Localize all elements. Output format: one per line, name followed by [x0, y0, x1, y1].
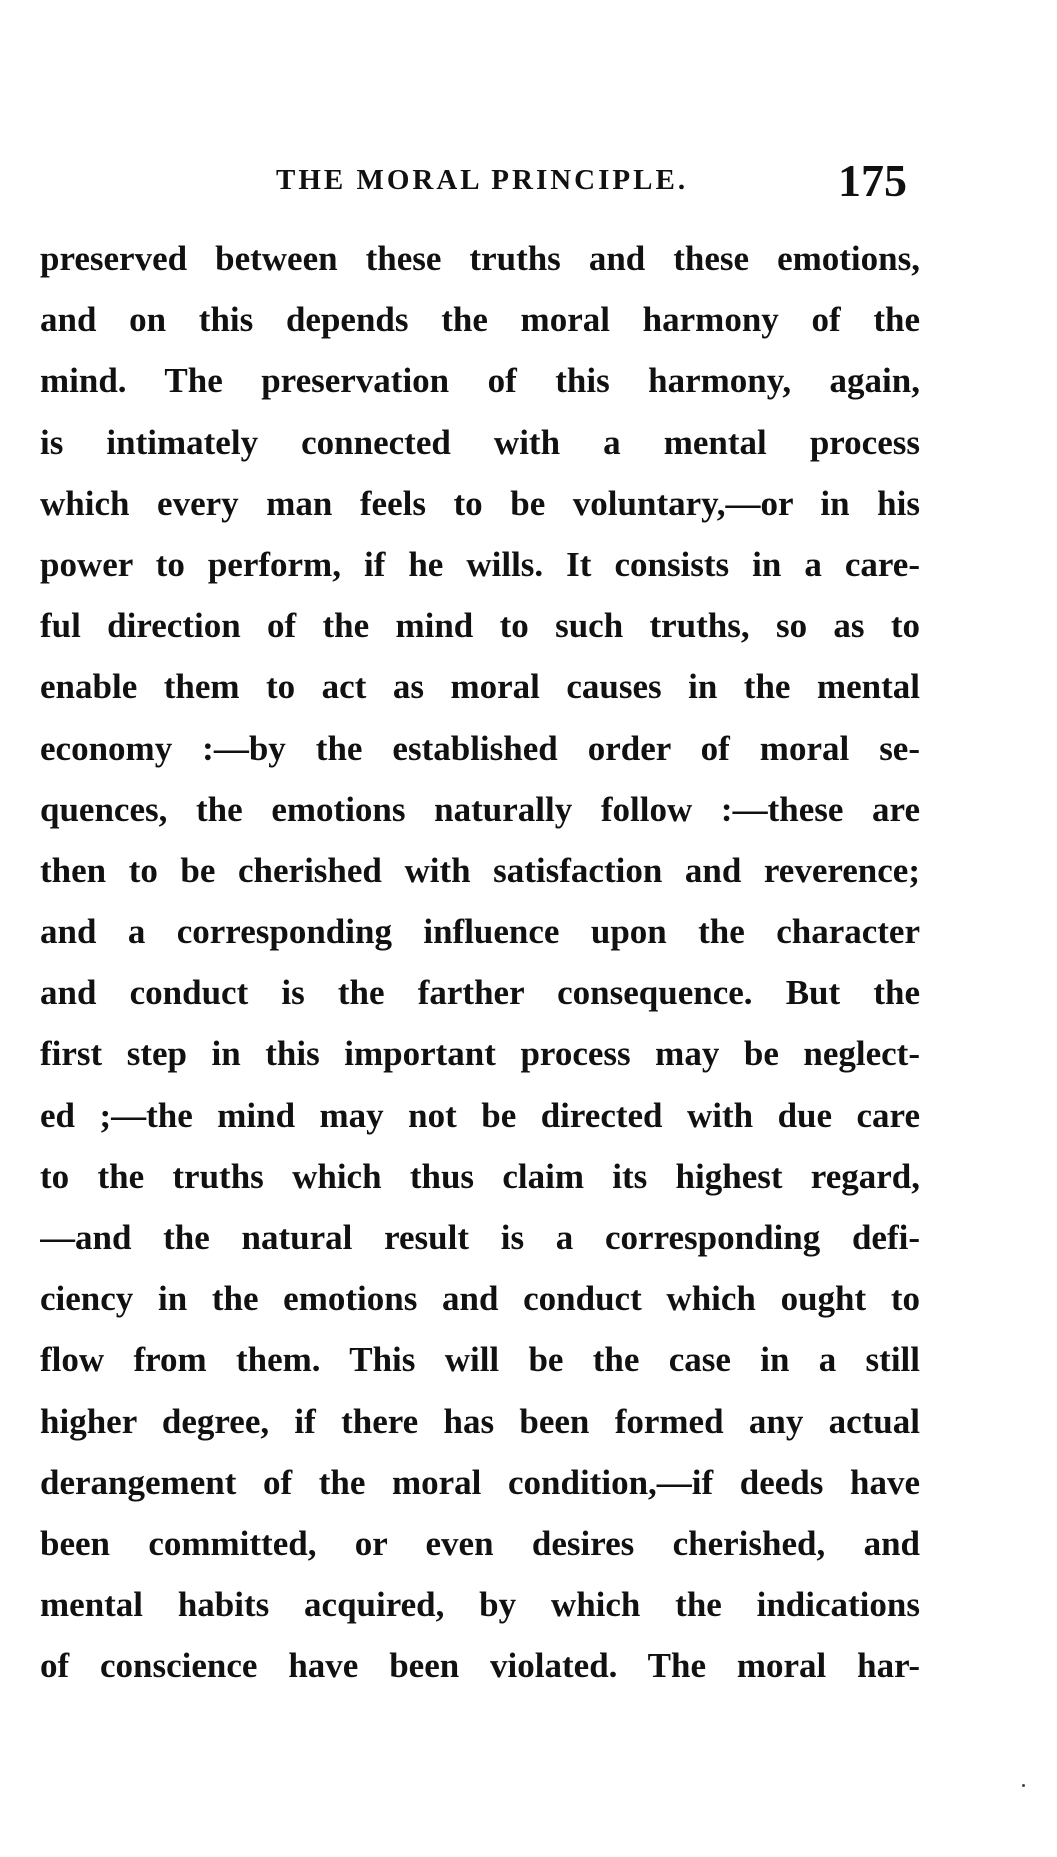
text-line: is intimately connected with a mental process [40, 422, 920, 462]
text-line: flow from them. This will be the case in a still [40, 1340, 920, 1380]
text-line: ed ;—the mind may not be directed with due care [40, 1095, 920, 1135]
body-text [40, 228, 920, 1697]
text-line: mental habits acquired, by which the indications [40, 1585, 920, 1625]
text-line: derangement of the moral condition,—if deeds have [40, 1462, 920, 1502]
text-line: and on this depends the moral harmony of the [40, 300, 920, 340]
running-head [0, 155, 1057, 220]
text-line: ful direction of the mind to such truths, so as to [40, 606, 920, 646]
text-line: mind. The preservation of this harmony, again, [40, 361, 920, 401]
text-line: of conscience have been violated. The moral har- [40, 1646, 920, 1686]
text-line: which every man feels to be voluntary,—or in his [40, 483, 920, 523]
text-line: to the truths which thus claim its highest regard, [40, 1156, 920, 1196]
text-line: —and the natural result is a corresponding defi- [40, 1218, 920, 1257]
text-line: first step in this important process may be neglect- [40, 1034, 920, 1074]
text-line: and conduct is the farther consequence. But the [40, 973, 920, 1013]
running-title: THE MORAL PRINCIPLE. [276, 164, 689, 196]
text-line: ciency in the emotions and conduct which ought to [40, 1279, 920, 1319]
text-line: been committed, or even desires cherished, and [40, 1523, 920, 1563]
text-line: power to perform, if he wills. It consists in a care- [40, 544, 920, 584]
text-line: then to be cherished with satisfaction and reverence; [40, 850, 920, 890]
text-line: economy :—by the established order of moral se- [40, 728, 920, 768]
text-line: preserved between these truths and these emotions, [40, 239, 920, 278]
page-number: 175 [838, 155, 907, 206]
text-line: quences, the emotions naturally follow :—these are [40, 789, 920, 829]
scan-speck [1022, 1784, 1025, 1787]
text-line: and a corresponding influence upon the character [40, 912, 920, 952]
text-line: higher degree, if there has been formed any actual [40, 1401, 920, 1441]
text-line: enable them to act as moral causes in the mental [40, 667, 920, 707]
